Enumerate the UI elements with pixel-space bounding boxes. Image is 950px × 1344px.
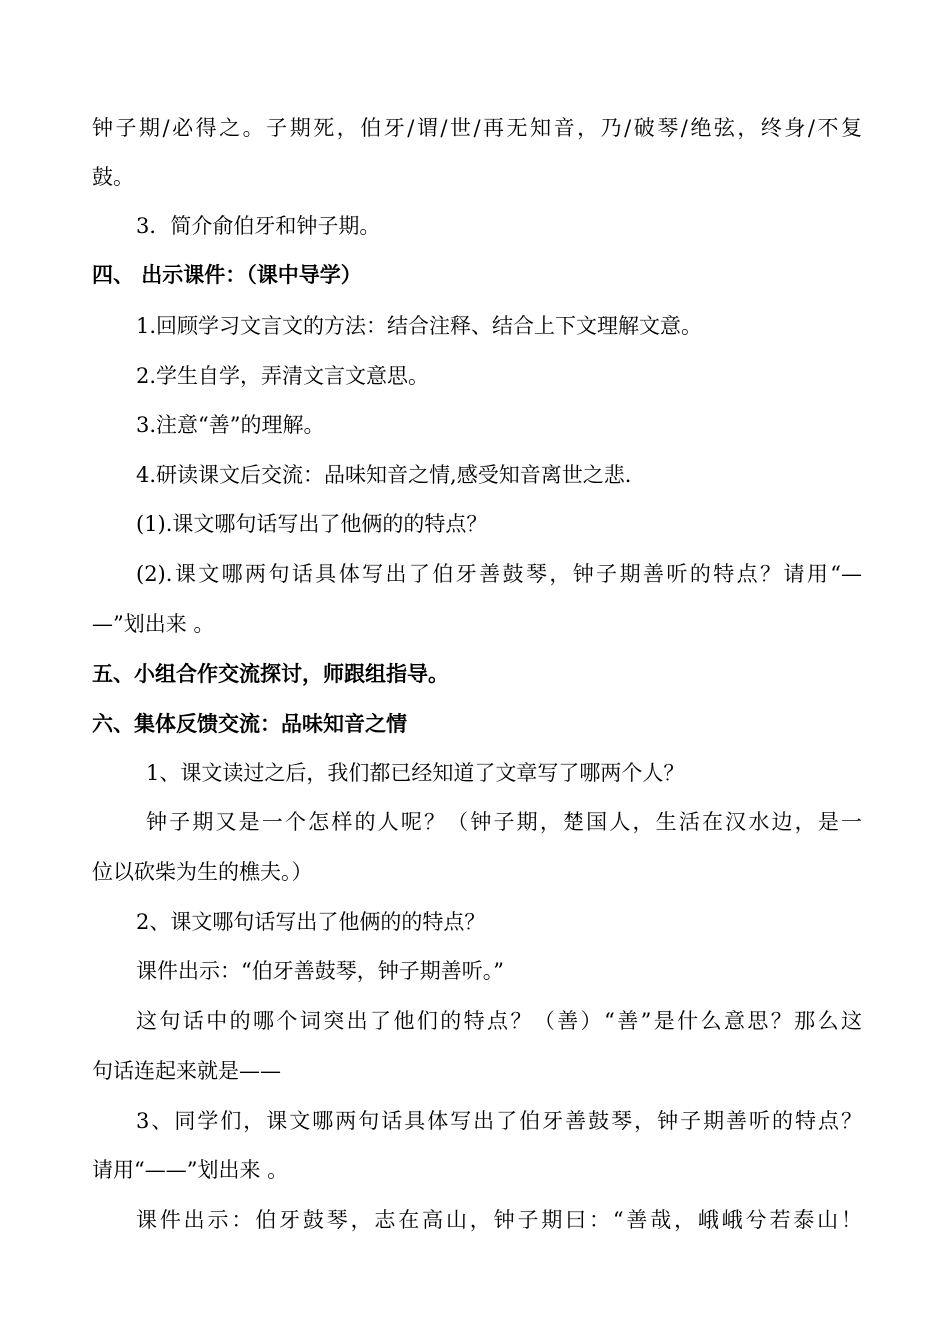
text-line: 钟子期/必得之。子期死，伯牙/谓/世/再无知音，乃/破琴/绝弦，终身/不复: [92, 116, 862, 140]
text-line: 3、同学们，课文哪两句话具体写出了伯牙善鼓琴，钟子期善听的特点？: [136, 1109, 862, 1133]
section-heading: 五、小组合作交流探讨，师跟组指导。: [92, 662, 449, 686]
text-line: —”划出来 。: [92, 612, 215, 636]
text-line: 课件出示：伯牙鼓琴，志在高山，钟子期曰：“善哉，峨峨兮若泰山！: [136, 1208, 862, 1232]
text-line: 2.学生自学，弄清文言文意思。: [136, 364, 430, 388]
text-line: 3.注意“善”的理解。: [136, 413, 325, 437]
section-heading: 六、集体反馈交流：品味知音之情: [92, 712, 407, 736]
text-line: 1.回顾学习文言文的方法：结合注释、结合上下文理解文意。: [136, 314, 703, 338]
text-line: 1、课文读过之后，我们都已经知道了文章写了哪两个人？: [146, 761, 685, 785]
text-line: 4.研读课文后交流：品味知音之情,感受知音离世之悲.: [136, 463, 632, 487]
text-line: 3．简介俞伯牙和钟子期。: [136, 214, 381, 238]
text-line: 这句话中的哪个词突出了他们的特点？（善）“善”是什么意思？那么这: [136, 1009, 862, 1033]
text-line: 钟子期又是一个怎样的人呢？（钟子期，楚国人，生活在汉水边，是一: [146, 810, 862, 834]
text-line: (2).课文哪两句话具体写出了伯牙善鼓琴，钟子期善听的特点？请用“—: [136, 562, 862, 586]
text-line: 句话连起来就是——: [92, 1059, 281, 1083]
text-line: 请用“——”划出来 。: [92, 1158, 289, 1182]
text-line: (1).课文哪句话写出了他俩的的特点？: [136, 512, 488, 536]
text-line: 2、课文哪句话写出了他俩的的特点？: [136, 910, 486, 934]
section-heading: 四、 出示课件：（课中导学）: [92, 263, 362, 287]
text-line: 鼓。: [92, 165, 134, 189]
text-line: 位以砍柴为生的樵夫。）: [92, 860, 313, 884]
text-line: 课件出示：“伯牙善鼓琴，钟子期善听。”: [136, 959, 504, 983]
